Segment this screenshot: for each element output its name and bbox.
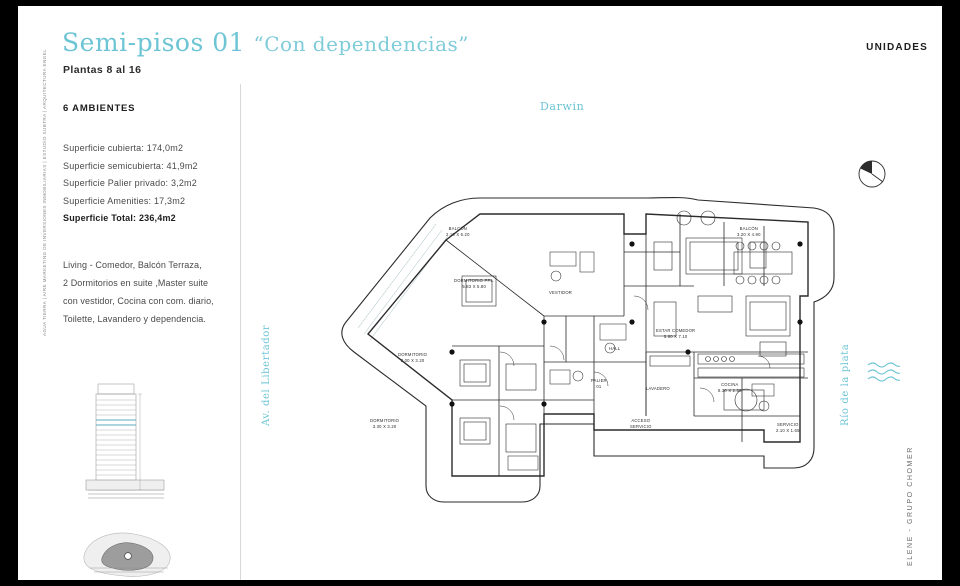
vertical-credit-left: AGUA TIERRA | AIRE MARKETING DE INVERSIONES INMOBILIARIAS | ESTUDIO SUBTRA | ARQUITECTURA ENGEL <box>42 48 47 336</box>
description-line: Toilette, Lavandero y dependencia. <box>63 314 207 324</box>
floor-plan-drawing <box>294 156 854 576</box>
page-subtitle: Plantas 8 al 16 <box>63 64 142 76</box>
ambientes-heading: 6 AMBIENTES <box>63 103 136 114</box>
description-line: Living - Comedor, Balcón Terraza, <box>63 260 202 270</box>
room-label-servicio: SERVICIO 2.10 X 1.65 <box>776 422 800 433</box>
page-title <box>62 28 469 57</box>
compass-north-icon <box>856 158 888 195</box>
floor-plan-svg <box>294 156 854 576</box>
spec-item: Superficie Palier privado: 3,2m2 <box>63 178 197 188</box>
room-label-vestidor: VESTIDOR <box>549 290 573 295</box>
site-location-thumbnail <box>78 526 178 580</box>
room-label-hall: HALL <box>609 346 621 351</box>
street-label-rio-de-la-plata: Río de la plata <box>840 343 851 426</box>
room-label-dormitorio-2: DORMITORIO 3.00 X 3.20 <box>398 352 428 363</box>
spec-item-total: Superficie Total: 236,4m2 <box>63 213 176 223</box>
spec-item: Superficie cubierta: 174,0m2 <box>63 143 184 153</box>
room-label-palier: PALIER 01 <box>591 378 607 389</box>
vertical-credit-right: ELENE - GRUPO CHOMER <box>907 446 914 566</box>
room-label-lavadero: LAVADERO <box>646 386 670 391</box>
room-label-acceso-servicio: ACCESO SERVICIO <box>630 418 652 429</box>
room-label-dormitorio-3: DORMITORIO 3.30 X 3.20 <box>370 418 400 429</box>
page-title-quoted: “Con dependencias” <box>253 32 469 56</box>
spec-item: Superficie semicubierta: 41,9m2 <box>63 160 198 171</box>
building-elevation-thumbnail <box>78 376 173 511</box>
description-line: con vestidor, Cocina con com. diario, <box>63 296 214 306</box>
room-label-balcon-izq: BALCÓN 2.10 X 6.20 <box>446 226 470 237</box>
room-label-balcon-der: BALCÓN 3.20 X 4.90 <box>737 226 761 237</box>
spec-item: Superficie Amenities: 17,3m2 <box>63 195 186 206</box>
unidades-label: UNIDADES <box>866 42 928 53</box>
surface-specs-list <box>63 140 233 228</box>
vertical-divider <box>240 84 241 580</box>
room-label-dormitorio-principal: DORMITORIO PPL. 5.83 X 5.80 <box>454 278 495 289</box>
page-title-text: Semi-pisos 01 <box>62 28 246 57</box>
room-label-estar-comedor: ESTAR COMEDOR 5.60 X 7.10 <box>656 328 696 339</box>
street-label-libertador: Av. del Libertador <box>261 324 272 426</box>
room-label-cocina: COCINA 8.30 X 2.50 <box>718 382 742 393</box>
brochure-sheet <box>18 6 942 580</box>
street-label-darwin: Darwin <box>540 100 585 113</box>
description-line: 2 Dormitorios en suite ,Master suite <box>63 278 209 288</box>
unit-description <box>63 256 235 328</box>
water-waves-icon <box>866 360 902 391</box>
